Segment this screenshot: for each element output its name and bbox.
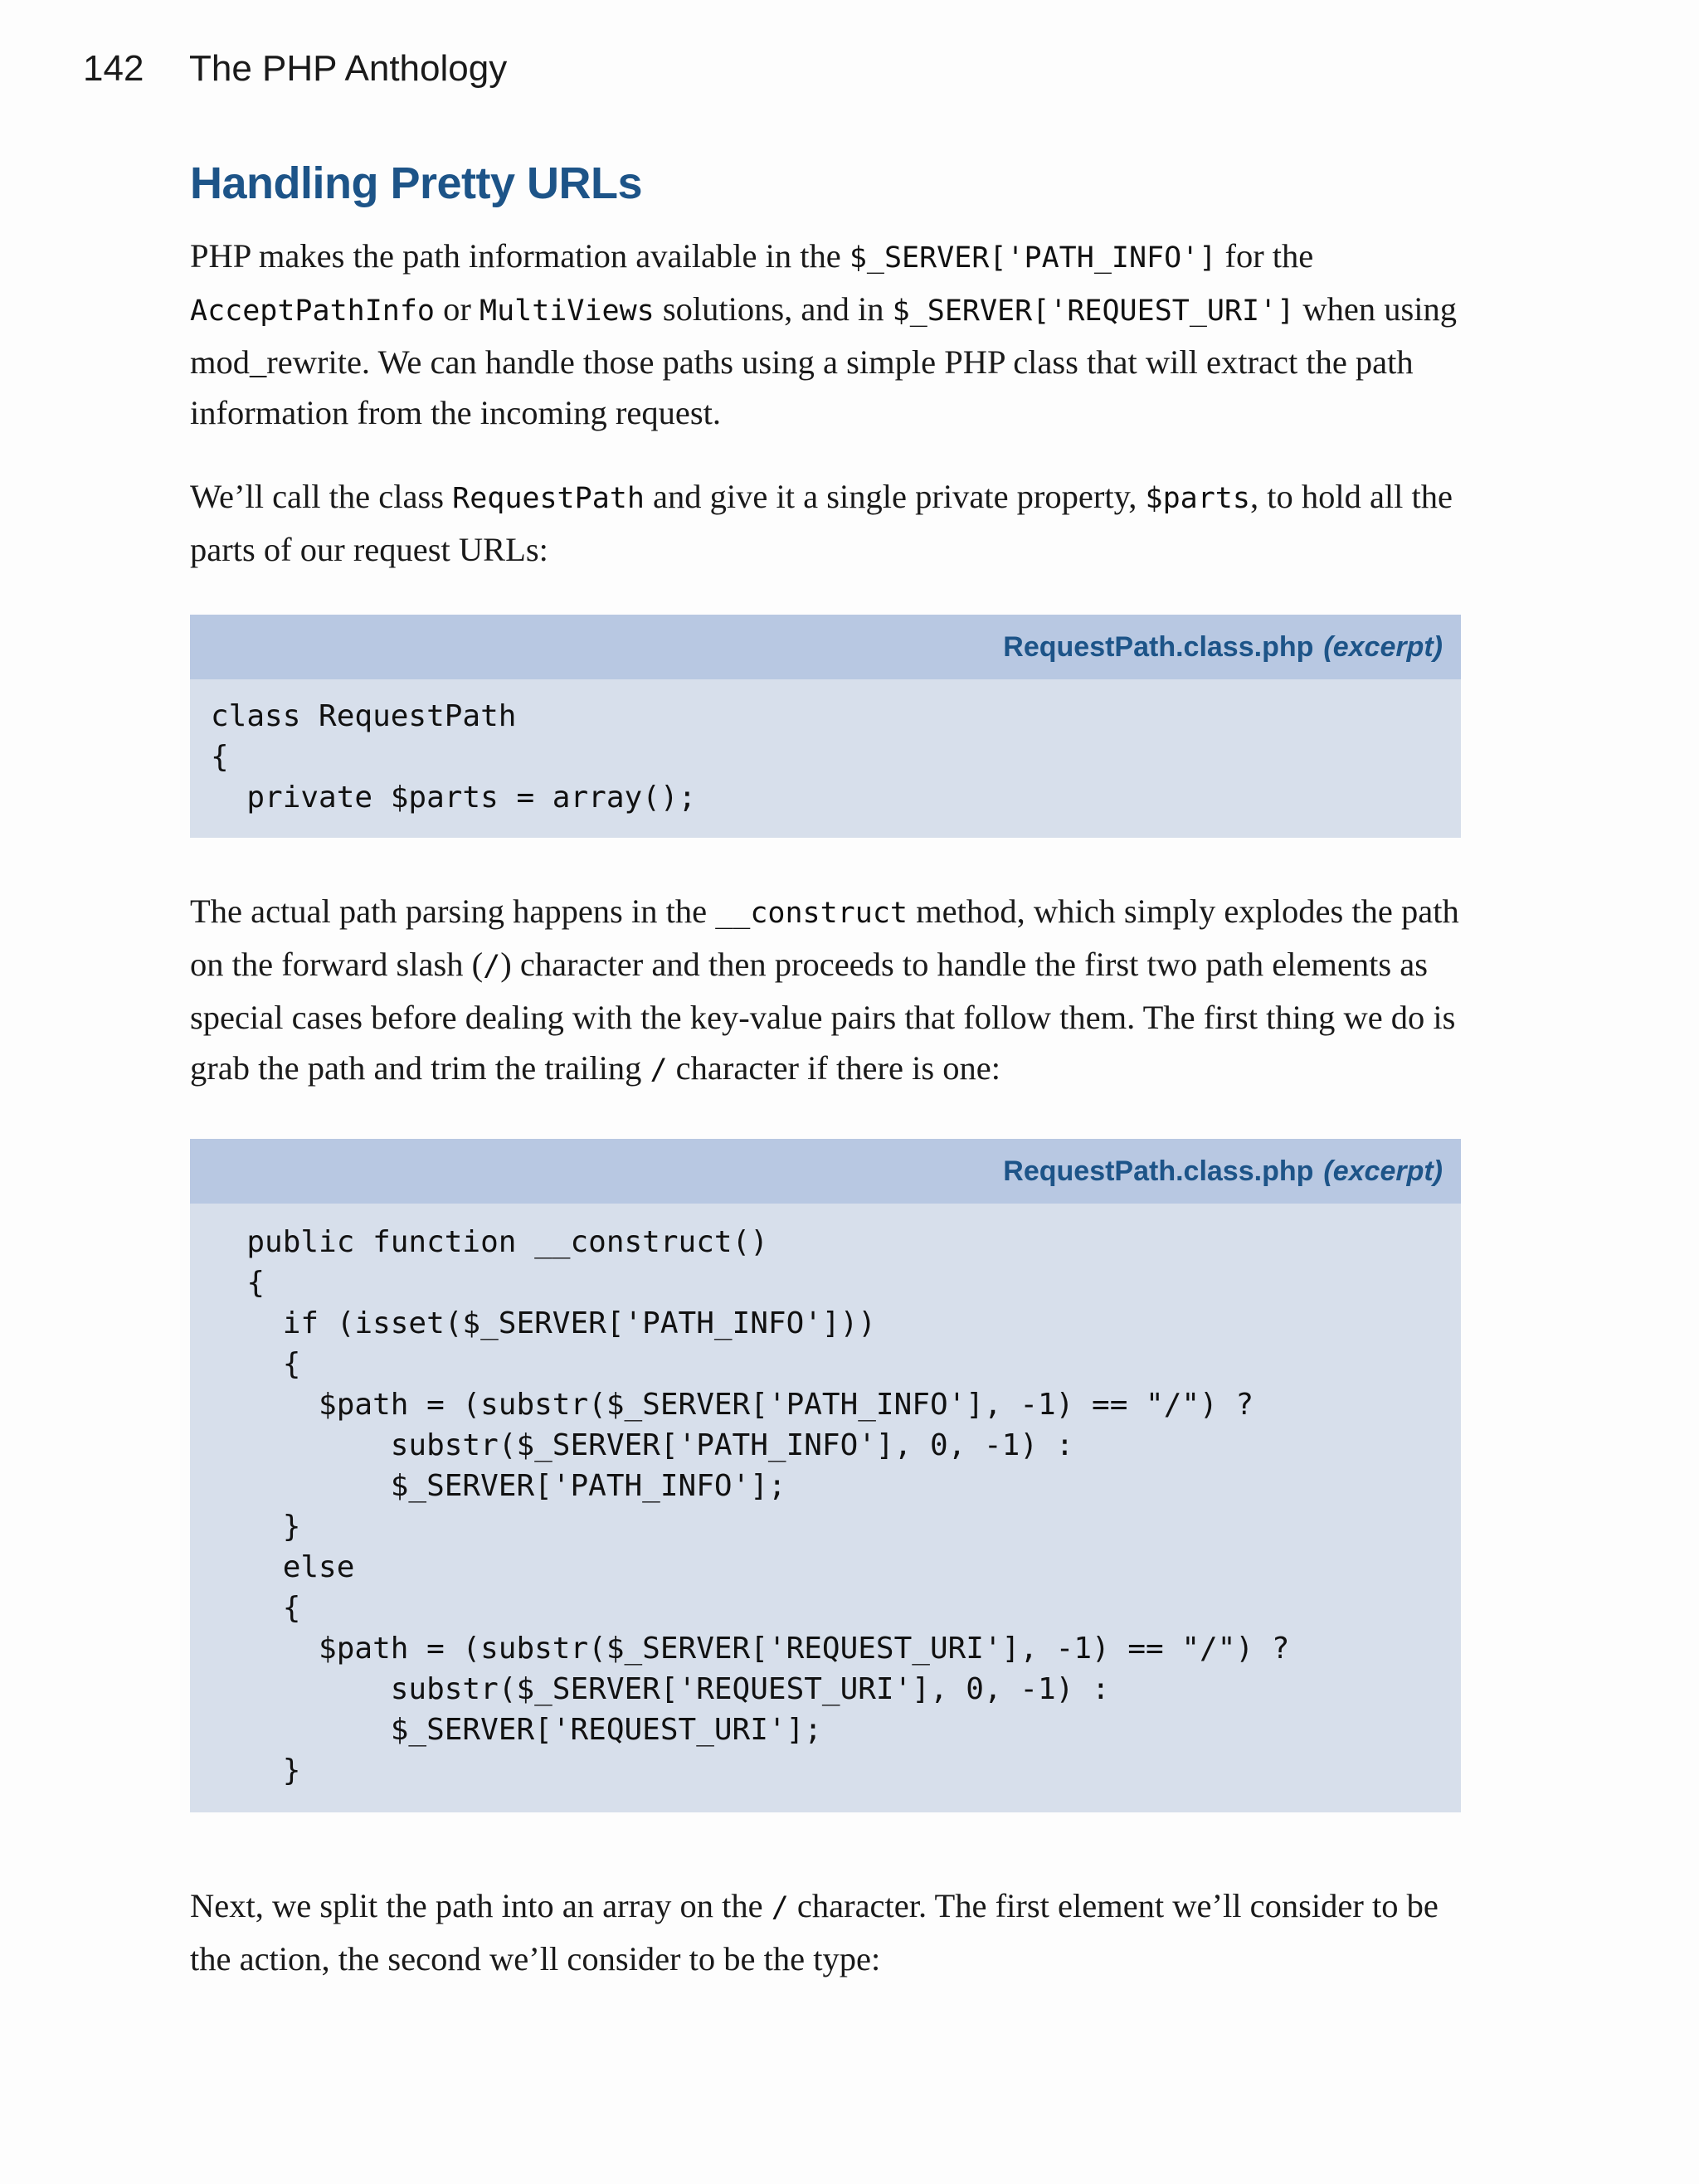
inline-code: / — [771, 1891, 789, 1924]
code-excerpt-note: (excerpt) — [1323, 630, 1443, 663]
inline-code: / — [650, 1053, 668, 1087]
text-run: method, which simply explodes the path on the forward slash ( — [190, 893, 1459, 983]
code-block-class — [190, 615, 1461, 838]
code-block-header — [190, 615, 1461, 679]
text-run: character if there is one: — [667, 1049, 1000, 1087]
text-run: character. The first element we’ll consider to be the action, the second we’ll consider to be the type: — [190, 1887, 1439, 1977]
running-header — [83, 48, 507, 90]
text-run: PHP makes the path information available in the — [190, 237, 850, 275]
inline-code: / — [483, 950, 501, 983]
text-run: ) character and then proceeds to handle the first two path elements as special cases before dealing with the key-value pairs that follow them. The first thing we do is grab the path and trim the trailing — [190, 946, 1456, 1087]
inline-code: RequestPath — [452, 482, 645, 515]
text-run: , to hold all the parts of our request URLs: — [190, 478, 1453, 568]
text-run: We’ll call the class — [190, 478, 453, 515]
inline-code: __construct — [715, 897, 908, 930]
text-run: The actual path parsing happens in the — [190, 893, 716, 930]
book-title: The PHP Anthology — [189, 48, 508, 89]
page-number: 142 — [83, 48, 144, 89]
text-run: when using mod_rewrite. We can handle those paths using a simple PHP class that will extract the path information from the incoming request. — [190, 290, 1458, 431]
code-listing: class RequestPath { private $parts = array(); — [211, 699, 697, 815]
page-content — [190, 158, 1461, 1984]
inline-code: MultiViews — [480, 294, 655, 328]
paragraph-split — [190, 1880, 1461, 1984]
text-run: or — [435, 290, 480, 328]
inline-code: $_SERVER['PATH_INFO'] — [849, 241, 1217, 275]
text-run: for the — [1216, 237, 1314, 275]
inline-code: $parts — [1145, 482, 1250, 515]
code-block-construct — [190, 1139, 1461, 1812]
section-title: Handling Pretty URLs — [190, 158, 643, 208]
text-run: and give it a single private property, — [644, 478, 1146, 515]
code-block-header — [190, 1139, 1461, 1204]
code-filename: RequestPath.class.php — [1003, 1155, 1314, 1187]
text-run: solutions, and in — [654, 290, 893, 328]
paragraph-class-intro — [190, 471, 1461, 575]
code-listing: public function __construct() { if (isset($_SERVER['PATH_INFO'])) { $path = (substr($_SERVER['PATH_INFO'], -1) == "/") ? substr($_SERVER['PATH_INFO'], 0, -1) : $_SERVER['PATH_INFO']; } else { $path = (substr($_SERVER['REQUEST_URI'], -1) == "/") ? substr($_SERVER['REQUEST_URI'], 0, -1) : $_SERVER['REQUEST_URI']; } — [246, 1225, 1290, 1788]
paragraph-intro — [190, 231, 1461, 438]
code-excerpt-note: (excerpt) — [1323, 1155, 1443, 1187]
inline-code: AcceptPathInfo — [190, 294, 436, 328]
code-filename: RequestPath.class.php — [1003, 630, 1314, 663]
paragraph-construct — [190, 886, 1461, 1096]
text-run: Next, we split the path into an array on the — [190, 1887, 772, 1924]
inline-code: $_SERVER['REQUEST_URI'] — [892, 294, 1295, 328]
